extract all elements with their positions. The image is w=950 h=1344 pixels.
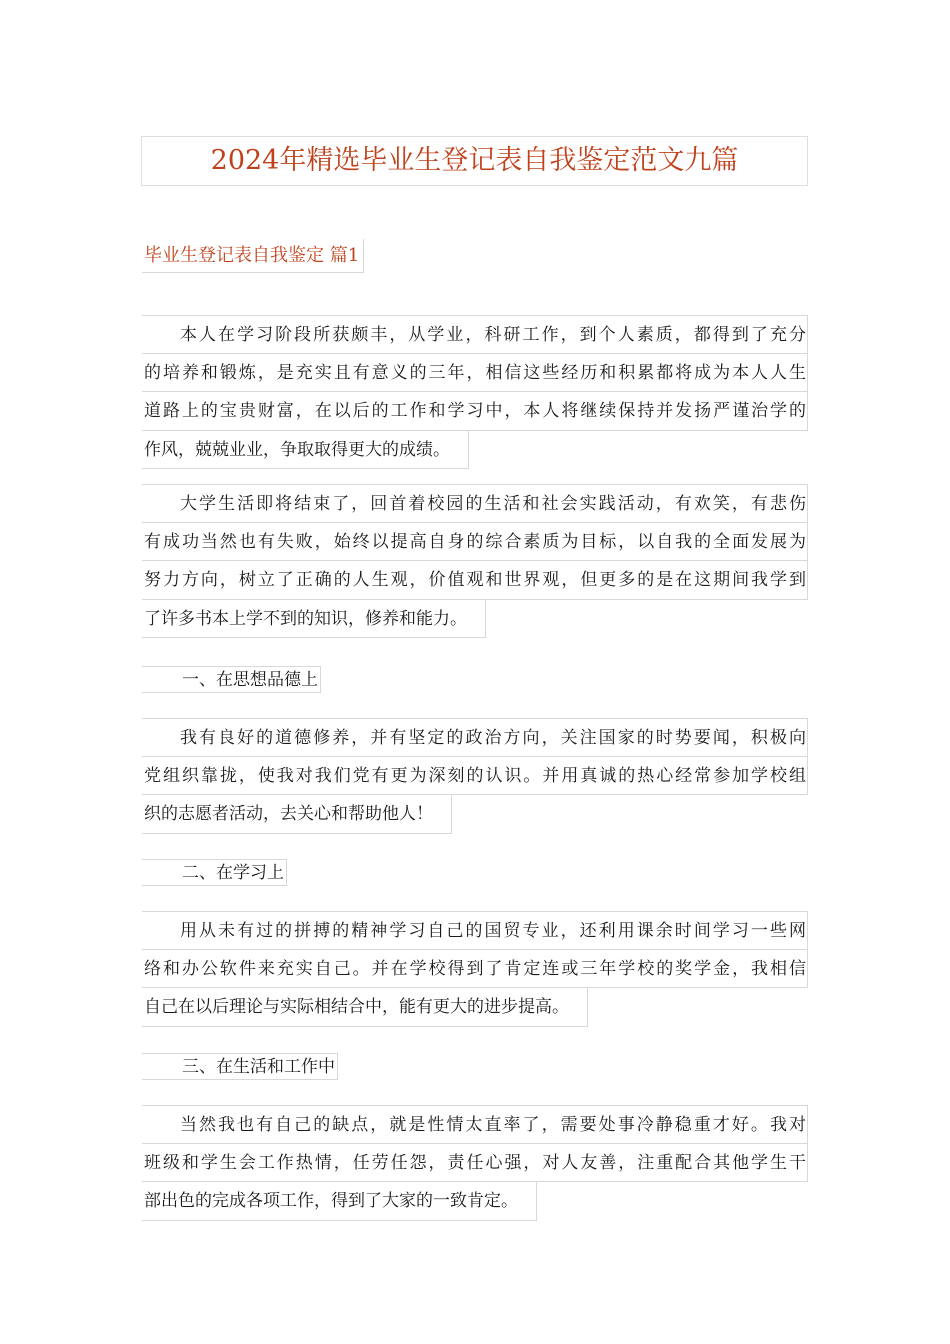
paragraph-line: 党组织靠拢，使我对我们党有更为深刻的认识。并用真诚的热心经常参加学校组 <box>142 757 808 796</box>
paragraph-line: 部出色的完成各项工作，得到了大家的一致肯定。 <box>142 1182 537 1221</box>
paragraph-line: 大学生活即将结束了，回首着校园的生活和社会实践活动，有欢笑，有悲伤 <box>142 484 808 523</box>
paragraph-3 <box>142 718 808 834</box>
paragraph-line: 道路上的宝贵财富，在以后的工作和学习中，本人将继续保持并发扬严谨治学的 <box>142 392 808 431</box>
section-title: 毕业生登记表自我鉴定 篇1 <box>142 239 364 273</box>
paragraph-line: 络和办公软件来充实自己。并在学校得到了肯定连或三年学校的奖学金，我相信 <box>142 950 808 989</box>
paragraph-line: 有成功当然也有失败，始终以提高自身的综合素质为目标，以自我的全面发展为 <box>142 523 808 562</box>
paragraph-line: 本人在学习阶段所获颇丰，从学业，科研工作，到个人素质，都得到了充分 <box>142 315 808 354</box>
paragraph-line: 班级和学生会工作热情，任劳任怨，责任心强，对人友善，注重配合其他学生干 <box>142 1144 808 1183</box>
paragraph-4 <box>142 911 808 1027</box>
paragraph-line: 自己在以后理论与实际相结合中，能有更大的进步提高。 <box>142 988 588 1027</box>
paragraph-line: 的培养和锻炼，是充实且有意义的三年，相信这些经历和积累都将成为本人人生 <box>142 354 808 393</box>
paragraph-1 <box>142 315 808 469</box>
paragraph-5 <box>142 1105 808 1221</box>
paragraph-line: 努力方向，树立了正确的人生观，价值观和世界观，但更多的是在这期间我学到 <box>142 561 808 600</box>
paragraph-line: 了许多书本上学不到的知识，修养和能力。 <box>142 600 486 639</box>
paragraph-line: 织的志愿者活动，去关心和帮助他人！ <box>142 795 452 834</box>
paragraph-line: 当然我也有自己的缺点，就是性情太直率了，需要处事冷静稳重才好。我对 <box>142 1105 808 1144</box>
paragraph-line: 用从未有过的拼搏的精神学习自己的国贸专业，还利用课余时间学习一些网 <box>142 911 808 950</box>
heading-life-work: 三、在生活和工作中 <box>142 1053 338 1080</box>
document-title: 2024年精选毕业生登记表自我鉴定范文九篇 <box>141 136 808 186</box>
paragraph-line: 我有良好的道德修养，并有坚定的政治方向，关注国家的时势要闻，积极向 <box>142 718 808 757</box>
paragraph-line: 作风，兢兢业业，争取取得更大的成绩。 <box>142 431 469 470</box>
heading-moral: 一、在思想品德上 <box>142 666 321 693</box>
heading-study: 二、在学习上 <box>142 859 287 886</box>
paragraph-2 <box>142 484 808 638</box>
